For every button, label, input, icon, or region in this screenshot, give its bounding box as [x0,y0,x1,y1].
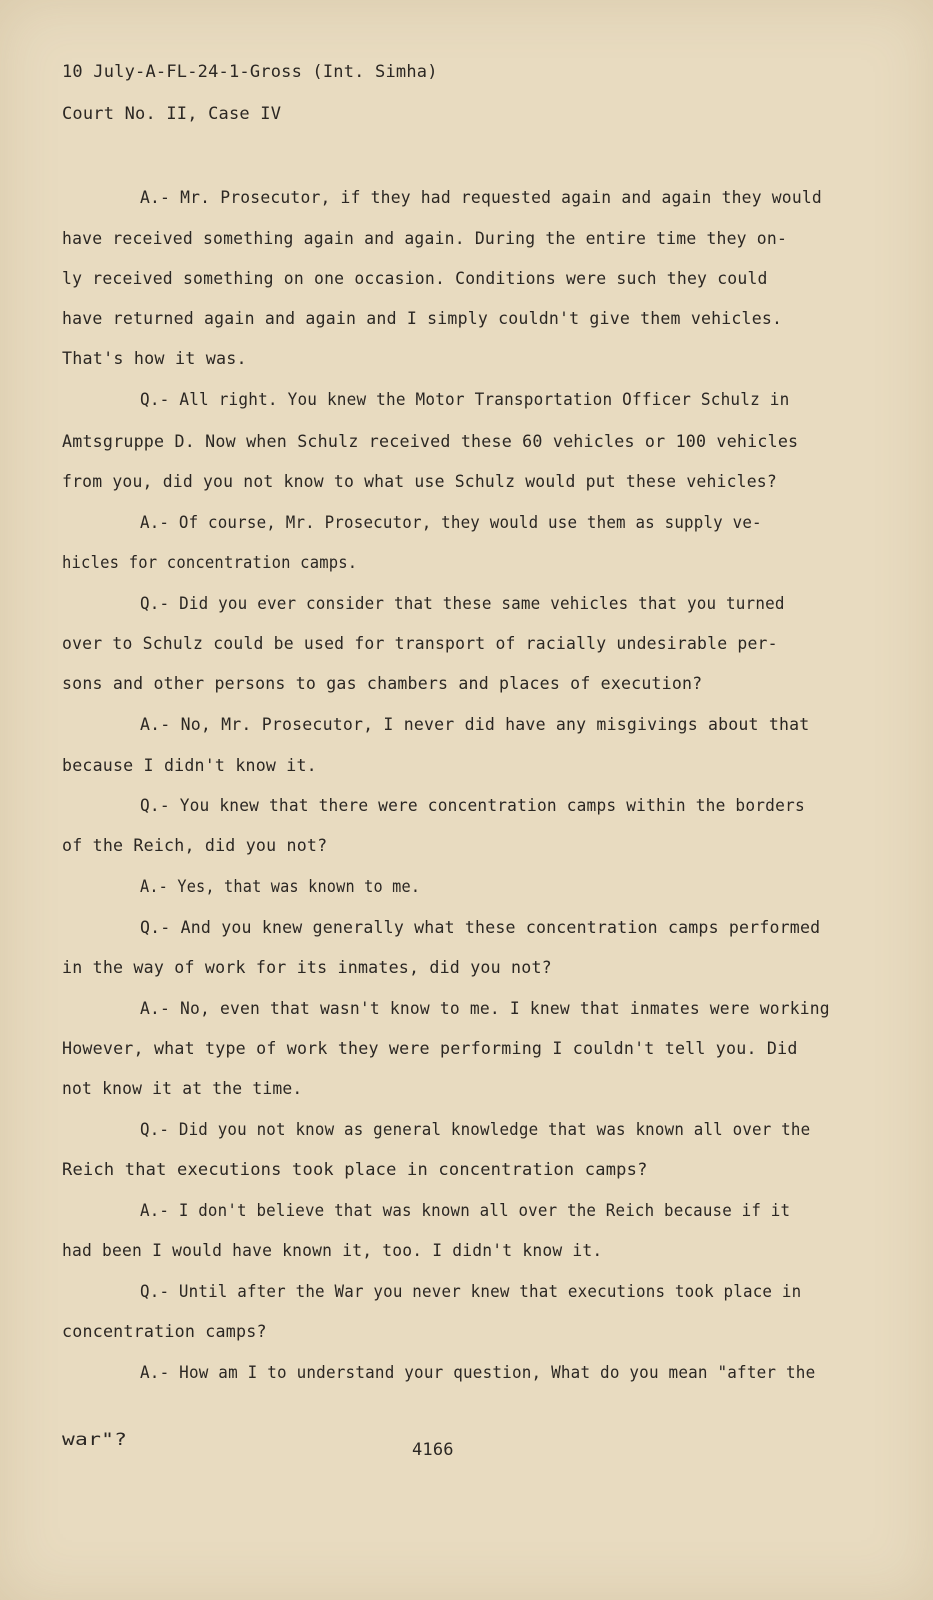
transcript-line: A.- I don't believe that was known all over the Reich because if it [140,1201,791,1221]
transcript-line: That's how it was. [62,349,247,369]
transcript-line: from you, did you not know to what use Schulz would put these vehicles? [62,472,777,492]
transcript-line: Amtsgruppe D. Now when Schulz received these 60 vehicles or 100 vehicles [62,432,799,452]
transcript-line: hicles for concentration camps. [62,553,358,573]
transcript-line: A.- Yes, that was known to me. [140,877,421,897]
header-court: Court No. II, Case IV [62,104,282,124]
transcript-line: A.- Mr. Prosecutor, if they had requested again and again they would [140,188,822,208]
transcript-line: ly received something on one occasion. Conditions were such they could [62,269,768,289]
transcript-line: Q.- Did you not know as general knowledge that was known all over the [140,1120,811,1140]
transcript-line: A.- Of course, Mr. Prosecutor, they would use them as supply ve- [140,513,762,533]
transcript-line: Q.- All right. You knew the Motor Transportation Officer Schulz in [140,390,790,410]
transcript-line: A.- No, Mr. Prosecutor, I never did have any misgivings about that [140,715,810,735]
transcript-line: However, what type of work they were performing I couldn't tell you. Did [62,1039,798,1059]
transcript-line: Q.- And you knew generally what these concentration camps performed [140,918,821,938]
transcript-line: Reich that executions took place in concentration camps? [62,1160,648,1180]
transcript-line: Q.- You knew that there were concentration camps within the borders [140,796,805,816]
transcript-line: war"? [62,1430,128,1450]
header-case-reference: 10 July-A-FL-24-1-Gross (Int. Simha) [62,62,438,82]
transcript-line: of the Reich, did you not? [62,836,328,856]
transcript-line: because I didn't know it. [62,756,317,776]
transcript-line: have returned again and again and I simply couldn't give them vehicles. [62,309,783,329]
transcript-line: A.- No, even that wasn't know to me. I knew that inmates were working [140,999,830,1019]
transcript-line: A.- How am I to understand your question, What do you mean "after the [140,1363,816,1383]
transcript-line: concentration camps? [62,1322,267,1342]
transcript-line: have received something again and again. During the entire time they on- [62,229,788,249]
page-number: 4166 [412,1440,454,1460]
transcript-line: sons and other persons to gas chambers and places of execution? [62,674,703,694]
transcript-line: not know it at the time. [62,1079,303,1099]
transcript-line: over to Schulz could be used for transport of racially undesirable per- [62,634,778,654]
transcript-line: had been I would have known it, too. I didn't know it. [62,1241,603,1261]
transcript-line: Q.- Did you ever consider that these same vehicles that you turned [140,594,785,614]
transcript-line: in the way of work for its inmates, did you not? [62,958,552,978]
transcript-line: Q.- Until after the War you never knew that executions took place in [140,1282,802,1302]
